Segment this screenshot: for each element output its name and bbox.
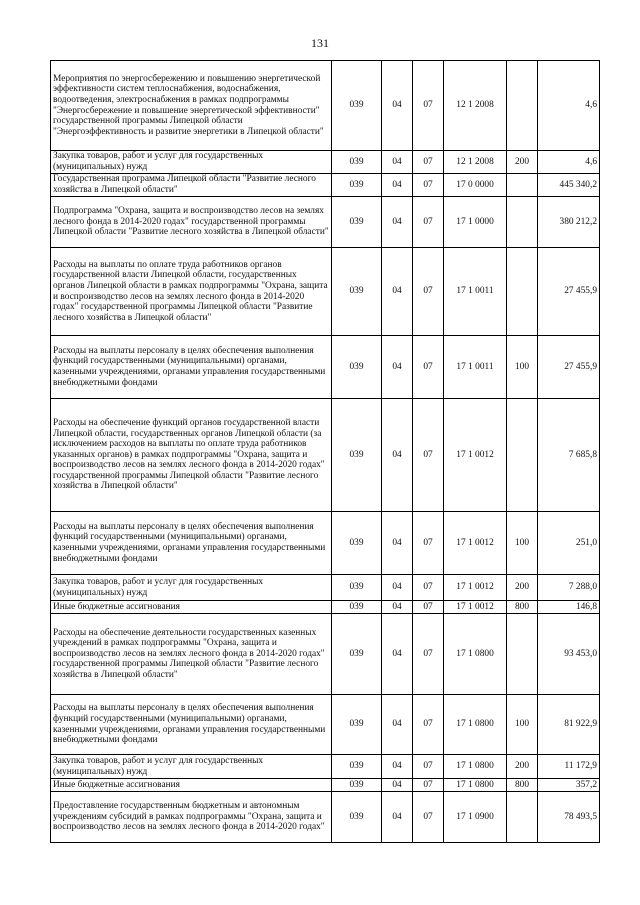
ministry-code: 039: [332, 575, 382, 601]
expense-type-code: [507, 197, 538, 248]
section-code: 04: [382, 399, 413, 512]
target-code: 17 1 0012: [444, 575, 507, 601]
expense-name: Расходы на обеспечение деятельности государственных казенных учреждений в рамках подпрограммы "Охрана, защита и воспроизводство лесов на землях лесного фонда в 2014-2020 годах" государственной программы Липецкой области "Развитие лесного хозяйства в Липецкой области": [51, 614, 332, 695]
amount: 11 172,9: [538, 755, 600, 779]
budget-table: [50, 60, 600, 843]
expense-name: Закупка товаров, работ и услуг для государственных (муниципальных) нужд: [51, 575, 332, 601]
expense-type-code: [507, 248, 538, 336]
section-code: 04: [382, 792, 413, 843]
table-row: [51, 248, 600, 336]
amount: 357,2: [538, 779, 600, 792]
table-row: [51, 61, 600, 151]
subsection-code: 07: [413, 61, 444, 151]
subsection-code: 07: [413, 512, 444, 575]
ministry-code: 039: [332, 779, 382, 792]
expense-name: Подпрограмма "Охрана, защита и воспроизводство лесов на землях лесного фонда в 2014-2020 годах" государственной программы Липецкой области "Развитие лесного хозяйства в Липецкой области": [51, 197, 332, 248]
ministry-code: 039: [332, 174, 382, 197]
expense-type-code: 800: [507, 601, 538, 614]
table-row: [51, 512, 600, 575]
section-code: 04: [382, 151, 413, 174]
section-code: 04: [382, 779, 413, 792]
expense-name: Расходы на выплаты персоналу в целях обеспечения выполнения функций государственными (муниципальными) органами, казенными учреждениями, органами управления государственными внебюджетными фондами: [51, 695, 332, 755]
ministry-code: 039: [332, 399, 382, 512]
target-code: 17 1 0011: [444, 248, 507, 336]
subsection-code: 07: [413, 779, 444, 792]
amount: 7 685,8: [538, 399, 600, 512]
amount: 445 340,2: [538, 174, 600, 197]
amount: 78 493,5: [538, 792, 600, 843]
expense-name: Расходы на выплаты по оплате труда работников органов государственной власти Липецкой области, государственных органов Липецкой области в рамках подпрограммы "Охрана, защита и воспроизводство лесов на землях лесного фонда в 2014-2020 годах" государственной программы Липецкой области "Развитие лесного хозяйства в Липецкой области": [51, 248, 332, 336]
target-code: 17 1 0012: [444, 512, 507, 575]
ministry-code: 039: [332, 336, 382, 399]
table-row: [51, 399, 600, 512]
subsection-code: 07: [413, 399, 444, 512]
expense-type-code: 800: [507, 779, 538, 792]
expense-name: Закупка товаров, работ и услуг для государственных (муниципальных) нужд: [51, 755, 332, 779]
target-code: 17 1 0900: [444, 792, 507, 843]
expense-name: Мероприятия по энергосбережению и повышению энергетической эффективности систем теплоснабжения, водоснабжения, водоотведения, электроснабжения в рамках подпрограммы "Энергосбережение и повышение энергетической эффективности" государственной программы Липецкой области "Энергоэффективность и развитие энергетики в Липецкой области": [51, 61, 332, 151]
expense-name: Расходы на выплаты персоналу в целях обеспечения выполнения функций государственными (муниципальными) органами, казенными учреждениями, органами управления государственными внебюджетными фондами: [51, 512, 332, 575]
target-code: 17 1 0800: [444, 695, 507, 755]
subsection-code: 07: [413, 248, 444, 336]
expense-type-code: 100: [507, 336, 538, 399]
expense-name: Государственная программа Липецкой области "Развитие лесного хозяйства в Липецкой области": [51, 174, 332, 197]
expense-type-code: [507, 174, 538, 197]
expense-type-code: [507, 614, 538, 695]
amount: 4,6: [538, 61, 600, 151]
subsection-code: 07: [413, 601, 444, 614]
subsection-code: 07: [413, 575, 444, 601]
section-code: 04: [382, 174, 413, 197]
section-code: 04: [382, 61, 413, 151]
expense-type-code: [507, 792, 538, 843]
expense-type-code: 200: [507, 755, 538, 779]
subsection-code: 07: [413, 336, 444, 399]
target-code: 17 1 0800: [444, 614, 507, 695]
table-row: [51, 151, 600, 174]
table-row: [51, 779, 600, 792]
target-code: 17 1 0012: [444, 601, 507, 614]
expense-name: Иные бюджетные ассигнования: [51, 779, 332, 792]
target-code: 17 1 0012: [444, 399, 507, 512]
page-number: 131: [311, 36, 329, 50]
ministry-code: 039: [332, 248, 382, 336]
table-row: [51, 601, 600, 614]
amount: 27 455,9: [538, 248, 600, 336]
target-code: 17 0 0000: [444, 174, 507, 197]
amount: 380 212,2: [538, 197, 600, 248]
ministry-code: 039: [332, 755, 382, 779]
ministry-code: 039: [332, 792, 382, 843]
section-code: 04: [382, 755, 413, 779]
section-code: 04: [382, 248, 413, 336]
expense-type-code: [507, 61, 538, 151]
ministry-code: 039: [332, 61, 382, 151]
amount: 93 453,0: [538, 614, 600, 695]
expense-type-code: 100: [507, 695, 538, 755]
expense-type-code: 200: [507, 151, 538, 174]
target-code: 12 1 2008: [444, 151, 507, 174]
section-code: 04: [382, 614, 413, 695]
expense-name: Закупка товаров, работ и услуг для государственных (муниципальных) нужд: [51, 151, 332, 174]
amount: 251,0: [538, 512, 600, 575]
subsection-code: 07: [413, 755, 444, 779]
table-row: [51, 174, 600, 197]
section-code: 04: [382, 197, 413, 248]
table-row: [51, 695, 600, 755]
section-code: 04: [382, 336, 413, 399]
table-row: [51, 614, 600, 695]
amount: 7 288,0: [538, 575, 600, 601]
table-row: [51, 755, 600, 779]
table-row: [51, 197, 600, 248]
target-code: 17 1 0000: [444, 197, 507, 248]
expense-name: Предоставление государственным бюджетным и автономным учреждениям субсидий в рамках подпрограммы "Охрана, защита и воспроизводство лесов на землях лесного фонда в 2014-2020 годах": [51, 792, 332, 843]
expense-name: Иные бюджетные ассигнования: [51, 601, 332, 614]
subsection-code: 07: [413, 197, 444, 248]
amount: 81 922,9: [538, 695, 600, 755]
amount: 27 455,9: [538, 336, 600, 399]
target-code: 17 1 0011: [444, 336, 507, 399]
table-row: [51, 792, 600, 843]
ministry-code: 039: [332, 601, 382, 614]
section-code: 04: [382, 575, 413, 601]
ministry-code: 039: [332, 614, 382, 695]
ministry-code: 039: [332, 151, 382, 174]
ministry-code: 039: [332, 197, 382, 248]
subsection-code: 07: [413, 792, 444, 843]
amount: 146,8: [538, 601, 600, 614]
section-code: 04: [382, 512, 413, 575]
amount: 4,6: [538, 151, 600, 174]
subsection-code: 07: [413, 614, 444, 695]
target-code: 17 1 0800: [444, 755, 507, 779]
target-code: 12 1 2008: [444, 61, 507, 151]
expense-type-code: [507, 399, 538, 512]
expense-type-code: 200: [507, 575, 538, 601]
ministry-code: 039: [332, 512, 382, 575]
subsection-code: 07: [413, 695, 444, 755]
expense-name: Расходы на обеспечение функций органов государственной власти Липецкой области, государственных органов Липецкой области (за исключением расходов на выплаты по оплате труда работников указанных органов) в рамках подпрограммы "Охрана, защита и воспроизводство лесов на землях лесного фонда в 2014-2020 годах" государственной программы Липецкой области "Развитие лесного хозяйства в Липецкой области": [51, 399, 332, 512]
target-code: 17 1 0800: [444, 779, 507, 792]
expense-type-code: 100: [507, 512, 538, 575]
table-row: [51, 575, 600, 601]
subsection-code: 07: [413, 151, 444, 174]
ministry-code: 039: [332, 695, 382, 755]
section-code: 04: [382, 695, 413, 755]
section-code: 04: [382, 601, 413, 614]
expense-name: Расходы на выплаты персоналу в целях обеспечения выполнения функций государственными (муниципальными) органами, казенными учреждениями, органами управления государственными внебюджетными фондами: [51, 336, 332, 399]
subsection-code: 07: [413, 174, 444, 197]
table-row: [51, 336, 600, 399]
